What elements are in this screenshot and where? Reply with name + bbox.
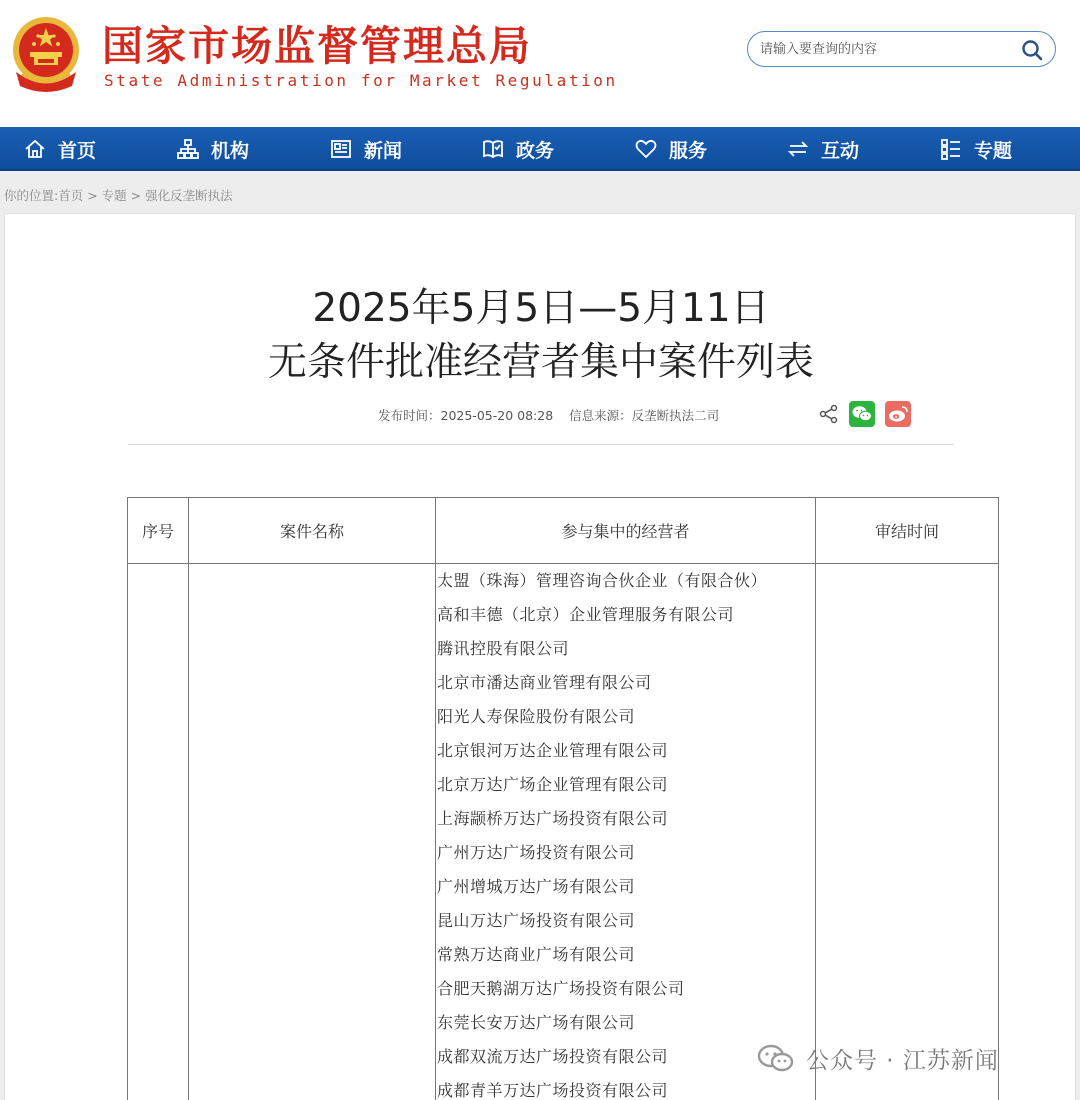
nav-label: 机构 xyxy=(211,139,250,162)
cell-case-name xyxy=(189,564,436,1100)
operator-item: 腾讯控股有限公司 xyxy=(437,639,570,658)
site-logo-title[interactable]: 国家市场监督管理总局 xyxy=(102,22,532,70)
national-emblem-icon[interactable] xyxy=(8,14,84,94)
breadcrumb xyxy=(4,186,233,204)
nav-label: 首页 xyxy=(58,139,97,162)
heart-icon xyxy=(635,138,657,160)
column-header-concluded-time: 审结时间 xyxy=(816,498,999,564)
breadcrumb-separator: > xyxy=(126,188,146,203)
nav-item-org[interactable] xyxy=(177,127,249,171)
table-row xyxy=(128,564,999,1100)
breadcrumb-antitrust-link[interactable]: 强化反垄断执法 xyxy=(145,188,233,203)
publish-time: 发布时间：2025-05-20 08:28 xyxy=(378,408,554,423)
operator-item: 合肥天鹅湖万达广场投资有限公司 xyxy=(437,979,685,998)
weibo-share-button[interactable] xyxy=(885,401,911,427)
share-icon[interactable] xyxy=(819,404,839,424)
cell-index xyxy=(128,564,189,1100)
title-divider xyxy=(128,444,954,445)
operator-item: 常熟万达商业广场有限公司 xyxy=(437,945,636,964)
cases-table xyxy=(127,497,999,1100)
nav-label: 专题 xyxy=(974,139,1013,162)
site-logo-subtitle[interactable]: State Administration for Market Regulation xyxy=(104,71,618,90)
operator-item: 广州万达广场投资有限公司 xyxy=(437,843,636,862)
nav-item-topics[interactable] xyxy=(940,127,1012,171)
article-title-line1: 2025年5月5日—5月11日 xyxy=(312,286,770,331)
home-icon xyxy=(24,138,46,160)
main-nav xyxy=(0,127,1080,171)
search-icon[interactable] xyxy=(1021,39,1043,61)
operator-item: 北京万达广场企业管理有限公司 xyxy=(437,775,669,794)
breadcrumb-prefix: 你的位置: xyxy=(4,188,59,203)
article-title-line2: 无条件批准经营者集中案件列表 xyxy=(267,340,814,385)
wechat-share-button[interactable] xyxy=(849,401,875,427)
operator-item: 阳光人寿保险股份有限公司 xyxy=(437,707,636,726)
weibo-icon xyxy=(885,401,911,427)
watermark-text: 公众号 · 江苏新闻 xyxy=(806,1047,999,1074)
wechat-icon xyxy=(849,401,875,427)
cell-concluded-time xyxy=(816,564,999,1100)
nav-item-gov-affairs[interactable] xyxy=(482,127,554,171)
cell-operators xyxy=(436,564,816,1100)
nav-label: 互动 xyxy=(821,139,860,162)
operator-item: 成都双流万达广场投资有限公司 xyxy=(437,1047,669,1066)
nav-item-interaction[interactable] xyxy=(787,127,859,171)
article-container xyxy=(4,213,1076,1100)
operator-item: 昆山万达广场投资有限公司 xyxy=(437,911,636,930)
nav-item-service[interactable] xyxy=(635,127,707,171)
wechat-logo-icon xyxy=(756,1043,796,1073)
org-chart-icon xyxy=(177,138,199,160)
list-icon xyxy=(940,138,962,160)
column-header-index: 序号 xyxy=(128,498,189,564)
share-bar xyxy=(819,401,911,427)
article-meta xyxy=(378,406,719,424)
exchange-icon xyxy=(787,138,809,160)
nav-item-news[interactable] xyxy=(330,127,402,171)
newspaper-icon xyxy=(330,138,352,160)
breadcrumb-topics-link[interactable]: 专题 xyxy=(101,188,127,203)
column-header-case-name: 案件名称 xyxy=(189,498,436,564)
operator-item: 东莞长安万达广场有限公司 xyxy=(437,1013,636,1032)
table-header-row xyxy=(128,498,999,564)
info-source: 信息来源：反垄断执法二司 xyxy=(569,408,720,423)
article-title xyxy=(5,282,1077,390)
search-box xyxy=(747,31,1056,67)
operator-item: 北京银河万达企业管理有限公司 xyxy=(437,741,669,760)
operator-item: 太盟（珠海）管理咨询合伙企业（有限合伙） xyxy=(437,571,768,590)
nav-label: 政务 xyxy=(516,139,555,162)
column-header-operators: 参与集中的经营者 xyxy=(436,498,816,564)
wechat-watermark xyxy=(756,1038,999,1078)
operator-item: 成都青羊万达广场投资有限公司 xyxy=(437,1081,669,1100)
breadcrumb-separator: > xyxy=(83,188,102,203)
operator-item: 广州增城万达广场有限公司 xyxy=(437,877,636,896)
nav-item-home[interactable] xyxy=(24,127,96,171)
book-icon xyxy=(482,138,504,160)
operator-item: 高和丰德（北京）企业管理服务有限公司 xyxy=(437,605,735,624)
operator-item: 上海颛桥万达广场投资有限公司 xyxy=(437,809,669,828)
site-header xyxy=(0,0,1080,127)
search-input[interactable] xyxy=(760,39,1010,59)
nav-label: 服务 xyxy=(669,139,708,162)
breadcrumb-home-link[interactable]: 首页 xyxy=(58,188,84,203)
operator-item: 北京市潘达商业管理有限公司 xyxy=(437,673,652,692)
nav-label: 新闻 xyxy=(364,139,403,162)
